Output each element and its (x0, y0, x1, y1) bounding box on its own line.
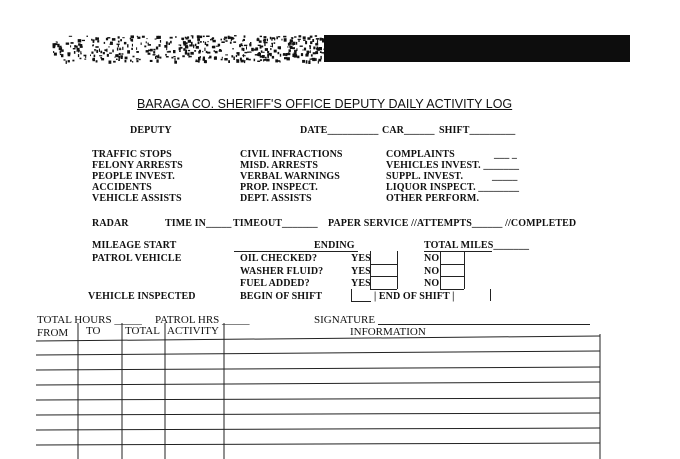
oil-no-label: NO (424, 253, 440, 264)
col1-item: ACCIDENTS (92, 182, 152, 193)
vehicle-inspected-label: VEHICLE INSPECTED (88, 291, 196, 302)
col1-item: FELONY ARRESTS (92, 160, 183, 171)
col-header-from: FROM (37, 327, 69, 339)
col1-item: VEHICLE ASSISTS (92, 193, 182, 204)
fuel-added-label: FUEL ADDED? (240, 278, 310, 289)
col-header-to: TO (86, 325, 101, 337)
patrol-vehicle-label: PATROL VEHICLE (92, 253, 182, 264)
col3-item: VEHICLES INVEST. _______ (386, 160, 520, 171)
col2-item: PROP. INSPECT. (240, 182, 318, 193)
oil-checked-label: OIL CHECKED? (240, 253, 318, 264)
total-miles-field[interactable]: TOTAL MILES_______ (424, 240, 530, 251)
col-header-information: INFORMATION (350, 326, 426, 338)
washer-yes-label: YES (351, 266, 371, 277)
col2-item: MISD. ARRESTS (240, 160, 318, 171)
end-shift-label: | END OF SHIFT | (374, 291, 455, 302)
col3-item: COMPLAINTS (386, 149, 455, 160)
car-field[interactable]: CAR______ (382, 125, 435, 136)
col1-item: TRAFFIC STOPS (92, 149, 172, 160)
begin-shift-label: BEGIN OF SHIFT (240, 291, 323, 302)
deputy-label: DEPUTY (130, 125, 172, 136)
complaints-blank[interactable]: ___ _ (494, 149, 517, 160)
time-in-field[interactable]: TIME IN_____ (165, 218, 232, 229)
col2-item: DEPT. ASSISTS (240, 193, 312, 204)
total-hours-field[interactable]: TOTAL HOURS _____ (37, 314, 142, 326)
paper-service-field[interactable]: PAPER SERVICE //ATTEMPTS______ //COMPLETED (328, 218, 577, 229)
washer-fluid-label: WASHER FLUID? (240, 266, 324, 277)
col-header-activity: ACTIVITY (167, 325, 219, 337)
page-title: BARAGA CO. SHERIFF'S OFFICE DEPUTY DAILY ACTIVITY LOG (137, 97, 513, 111)
col3-item: OTHER PERFORM. (386, 193, 480, 204)
col2-item: VERBAL WARNINGS (240, 171, 340, 182)
shift-field[interactable]: SHIFT_________ (439, 125, 516, 136)
mileage-start-label: MILEAGE START (92, 240, 177, 251)
radar-label: RADAR (92, 218, 129, 229)
ending-label: ENDING (314, 240, 355, 251)
timeout-field[interactable]: TIMEOUT_______ (233, 218, 318, 229)
suppl-invest-blank[interactable]: _____ (492, 171, 518, 182)
col1-item: PEOPLE INVEST. (92, 171, 175, 182)
patrol-hrs-field[interactable]: PATROL HRS _____ (155, 314, 250, 326)
fuel-yes-label: YES (351, 278, 371, 289)
washer-no-label: NO (424, 266, 440, 277)
oil-yes-label: YES (351, 253, 371, 264)
fuel-no-label: NO (424, 278, 440, 289)
col2-item: CIVIL INFRACTIONS (240, 149, 343, 160)
col3-item: LIQUOR INSPECT. ________ (386, 182, 520, 193)
signature-label: SIGNATURE (314, 314, 376, 326)
col3-item: SUPPL. INVEST. (386, 171, 464, 182)
col-header-total: TOTAL (125, 325, 160, 337)
date-field[interactable]: DATE__________ (300, 125, 379, 136)
